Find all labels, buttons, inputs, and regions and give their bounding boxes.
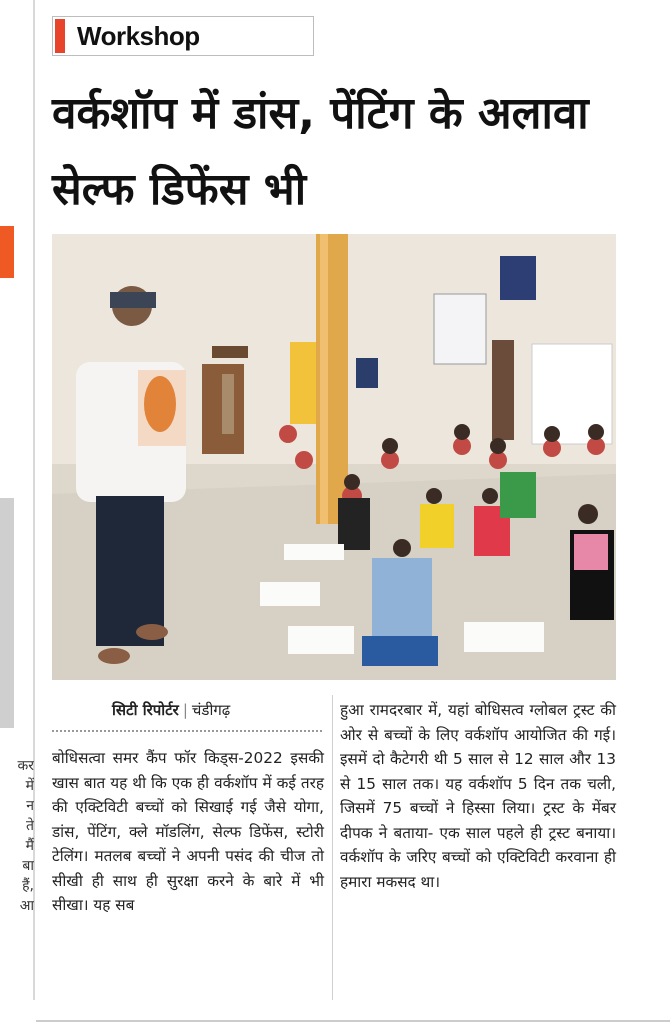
byline bbox=[112, 700, 230, 720]
fragment: न bbox=[26, 798, 34, 814]
paper bbox=[288, 626, 354, 654]
article-column-1: बोधिसत्वा समर कैंप फॉर किड्स-2022 इसकी खास बात यह थी कि एक ही वर्कशॉप में कई तरह की एक्टिविटी बच्चों को सिखाई गई जैसे योगा, डांस, पेंटिंग, क्ले मॉडलिंग, सेल्फ डिफेंस, स्टोरी टेलिंग। मतलब बच्चों ने अपनी पसंद की चीज तो सीखी ही साथ ही सुरक्षा करने के बारे में भी सीखा। यह सब bbox=[52, 749, 324, 914]
adjacent-orange-block bbox=[0, 226, 14, 278]
article-column-2: हुआ रामदरबार में, यहां बोधिसत्व ग्लोबल ट्रस्ट की ओर से बच्चों के लिए वर्कशॉप आयोजित की गई। इसमें दो कैटेगरी थी 5 साल से 12 साल और 13 से 15 साल तक। यह वर्कशॉप 5 दिन तक चली, जिसमें 75 बच्चों ने हिस्सा लिया। ट्रस्ट के मेंबर दीपक ने बताया- एक साल पहले ही ट्रस्ट बनाया। वर्कशॉप के जरिए बच्चों को एक्टिविटी करवाना ही हमारा मकसद था। bbox=[340, 701, 616, 891]
fragment: ते bbox=[26, 818, 34, 834]
painted-portrait bbox=[144, 376, 176, 432]
fragment: बा bbox=[22, 858, 34, 874]
adjacent-article-fragments bbox=[0, 756, 34, 916]
adjacent-gray-block bbox=[0, 498, 14, 728]
paper bbox=[464, 622, 544, 652]
fragment: आ bbox=[19, 898, 34, 914]
child bbox=[338, 498, 370, 550]
headline: वर्कशॉप में डांस, पेंटिंग के अलावा सेल्फ डिफेंस भी bbox=[52, 88, 589, 215]
fragment: हैं, bbox=[22, 878, 34, 894]
byline-city: चंडीगढ़ bbox=[191, 701, 231, 719]
wall-poster bbox=[500, 256, 536, 300]
wall-board bbox=[434, 294, 486, 364]
article-photo bbox=[52, 234, 616, 680]
byline-author: सिटी रिपोर्टर bbox=[112, 701, 179, 719]
section-tag-bar bbox=[55, 19, 65, 53]
child bbox=[500, 472, 536, 518]
fragment: मैं bbox=[25, 838, 34, 854]
child bbox=[420, 504, 454, 548]
byline-separator: | bbox=[182, 701, 188, 719]
bottom-rule bbox=[36, 1020, 670, 1022]
fragment: कर bbox=[17, 758, 34, 774]
section-tag-label: Workshop bbox=[77, 21, 200, 51]
paper bbox=[260, 582, 320, 606]
byline-divider bbox=[52, 730, 322, 732]
section-tag bbox=[52, 16, 314, 56]
column-divider bbox=[332, 695, 333, 1000]
wall-portrait bbox=[356, 358, 378, 388]
paper bbox=[284, 544, 344, 560]
photo-illustration bbox=[52, 234, 616, 680]
child bbox=[372, 558, 432, 648]
fragment: में bbox=[25, 778, 34, 794]
